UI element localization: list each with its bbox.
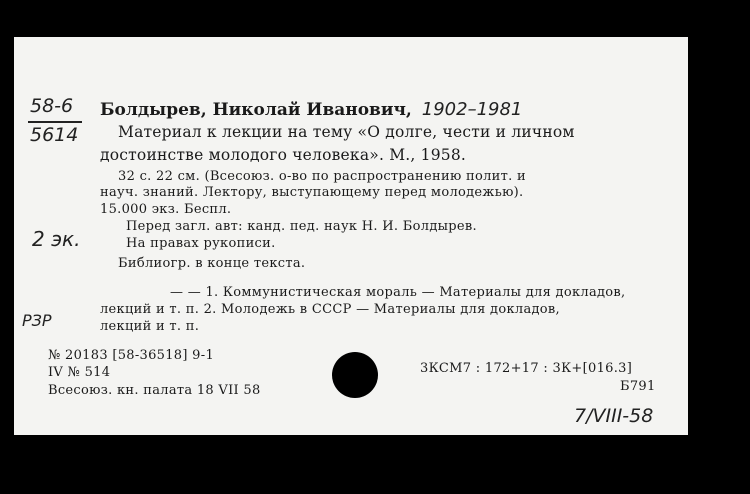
description-line-2: науч. знаний. Лектору, выступающему перед молодежью).	[100, 185, 524, 200]
registration-line-1: № 20183 [58-36518] 9-1	[48, 348, 215, 363]
registration-line-3: Всесоюз. кн. палата 18 VII 58	[48, 383, 261, 398]
call-number-top: 58-6	[30, 95, 74, 117]
description-line-1: 32 с. 22 см. (Всесоюз. о-во по распространению полит. и	[118, 169, 526, 184]
call-number-bottom: 5614	[30, 124, 79, 146]
note-line-1: Перед загл. авт: канд. пед. наук Н. И. Болдырев.	[126, 219, 477, 234]
subject-line-1: — — 1. Коммунистическая мораль — Материалы для докладов,	[170, 285, 626, 300]
subject-line-2: лекций и т. п. 2. Молодежь в СССР — Материалы для докладов,	[100, 302, 560, 317]
note-line-2: На правах рукописи.	[126, 236, 276, 251]
side-code: РЗР	[22, 311, 52, 330]
registration-line-2: IV № 514	[48, 365, 111, 380]
author-dates: 1902–1981	[421, 99, 523, 120]
title-line-1: Материал к лекции на тему «О долге, чести и личном	[118, 123, 575, 141]
copies-note: 2 эк.	[32, 227, 81, 251]
punch-hole	[332, 352, 378, 398]
classification-index: 3КСМ7 : 172+17 : 3К+[016.3]	[420, 361, 633, 376]
handwritten-date: 7/VIII-58	[574, 405, 654, 427]
author-line	[100, 99, 522, 120]
subject-line-3: лекций и т. п.	[100, 319, 200, 334]
call-number-divider	[28, 121, 82, 123]
author-sign: Б791	[620, 379, 656, 394]
title-line-2: достоинстве молодого человека». М., 1958.	[100, 146, 467, 164]
description-line-3: 15.000 экз. Беспл.	[100, 202, 232, 217]
note-line-3: Библиогр. в конце текста.	[118, 256, 306, 271]
author-name: Болдырев, Николай Иванович,	[100, 100, 412, 120]
catalog-card	[14, 37, 688, 435]
